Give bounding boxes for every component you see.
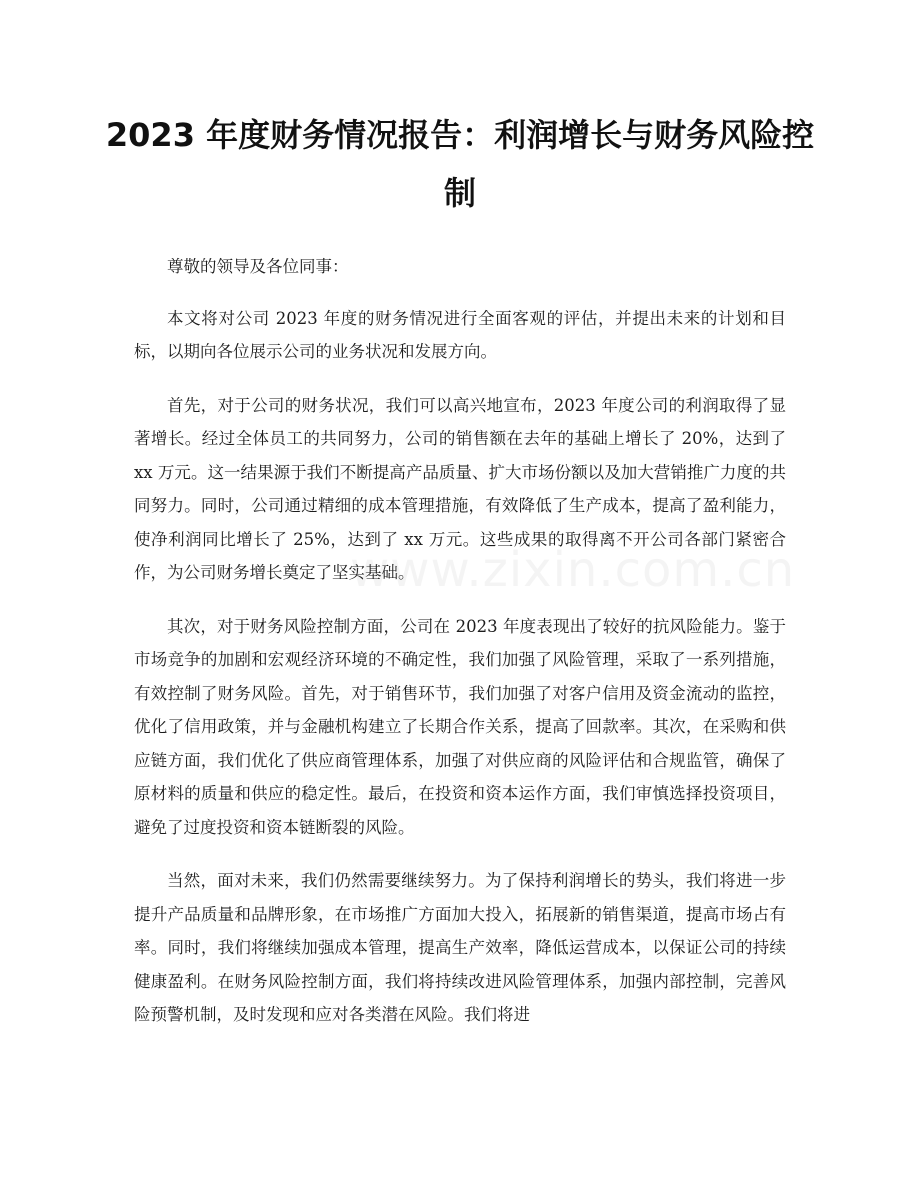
paragraph-risk-control: 其次，对于财务风险控制方面，公司在 2023 年度表现出了较好的抗风险能力。鉴于市场竞争的加剧和宏观经济环境的不确定性，我们加强了风险管理，采取了一系列措施，有效控制了财务风险。首先，对于销售环节，我们加强了对客户信用及资金流动的监控，优化了信用政策，并与金融机构建立了长期合作关系，提高了回款率。其次，在采购和供应链方面，我们优化了供应商管理体系，加强了对供应商的风险评估和合规监管，确保了原材料的质量和供应的稳定性。最后，在投资和资本运作方面，我们审慎选择投资项目，避免了过度投资和资本链断裂的风险。 — [134, 616, 786, 837]
watermark: www.zixin.com.cn — [350, 542, 796, 598]
document-body — [134, 250, 786, 1052]
greeting: 尊敬的领导及各位同事： — [167, 257, 349, 276]
paragraph-future-plans: 当然，面对未来，我们仍然需要继续努力。为了保持利润增长的势头，我们将进一步提升产品质量和品牌形象，在市场推广方面加大投入，拓展新的销售渠道，提高市场占有率。同时，我们将继续加强成本管理，提高生产效率，降低运营成本，以保证公司的持续健康盈利。在财务风险控制方面，我们将持续改进风险管理体系，加强内部控制，完善风险预警机制，及时发现和应对各类潜在风险。我们将进 — [134, 871, 786, 1024]
paragraph-intro: 本文将对公司 2023 年度的财务情况进行全面客观的评估，并提出未来的计划和目标，以期向各位展示公司的业务状况和发展方向。 — [134, 308, 786, 361]
paragraph-profit-growth: 首先，对于公司的财务状况，我们可以高兴地宣布，2023 年度公司的利润取得了显著增长。经过全体员工的共同努力，公司的销售额在去年的基础上增长了 20%，达到了 xx 万元。这一结果源于我们不断提高产品质量、扩大市场份额以及加大营销推广力度的共同努力。同时，公司通过精细的成本管理措施，有效降低了生产成本，提高了盈利能力，使净利润同比增长了 25%，达到了 xx 万元。这些成果的取得离不开公司各部门紧密合作，为公司财务增长奠定了坚实基础。 — [134, 395, 786, 582]
document-title: 2023 年度财务情况报告：利润增长与财务风险控制 — [105, 116, 815, 212]
